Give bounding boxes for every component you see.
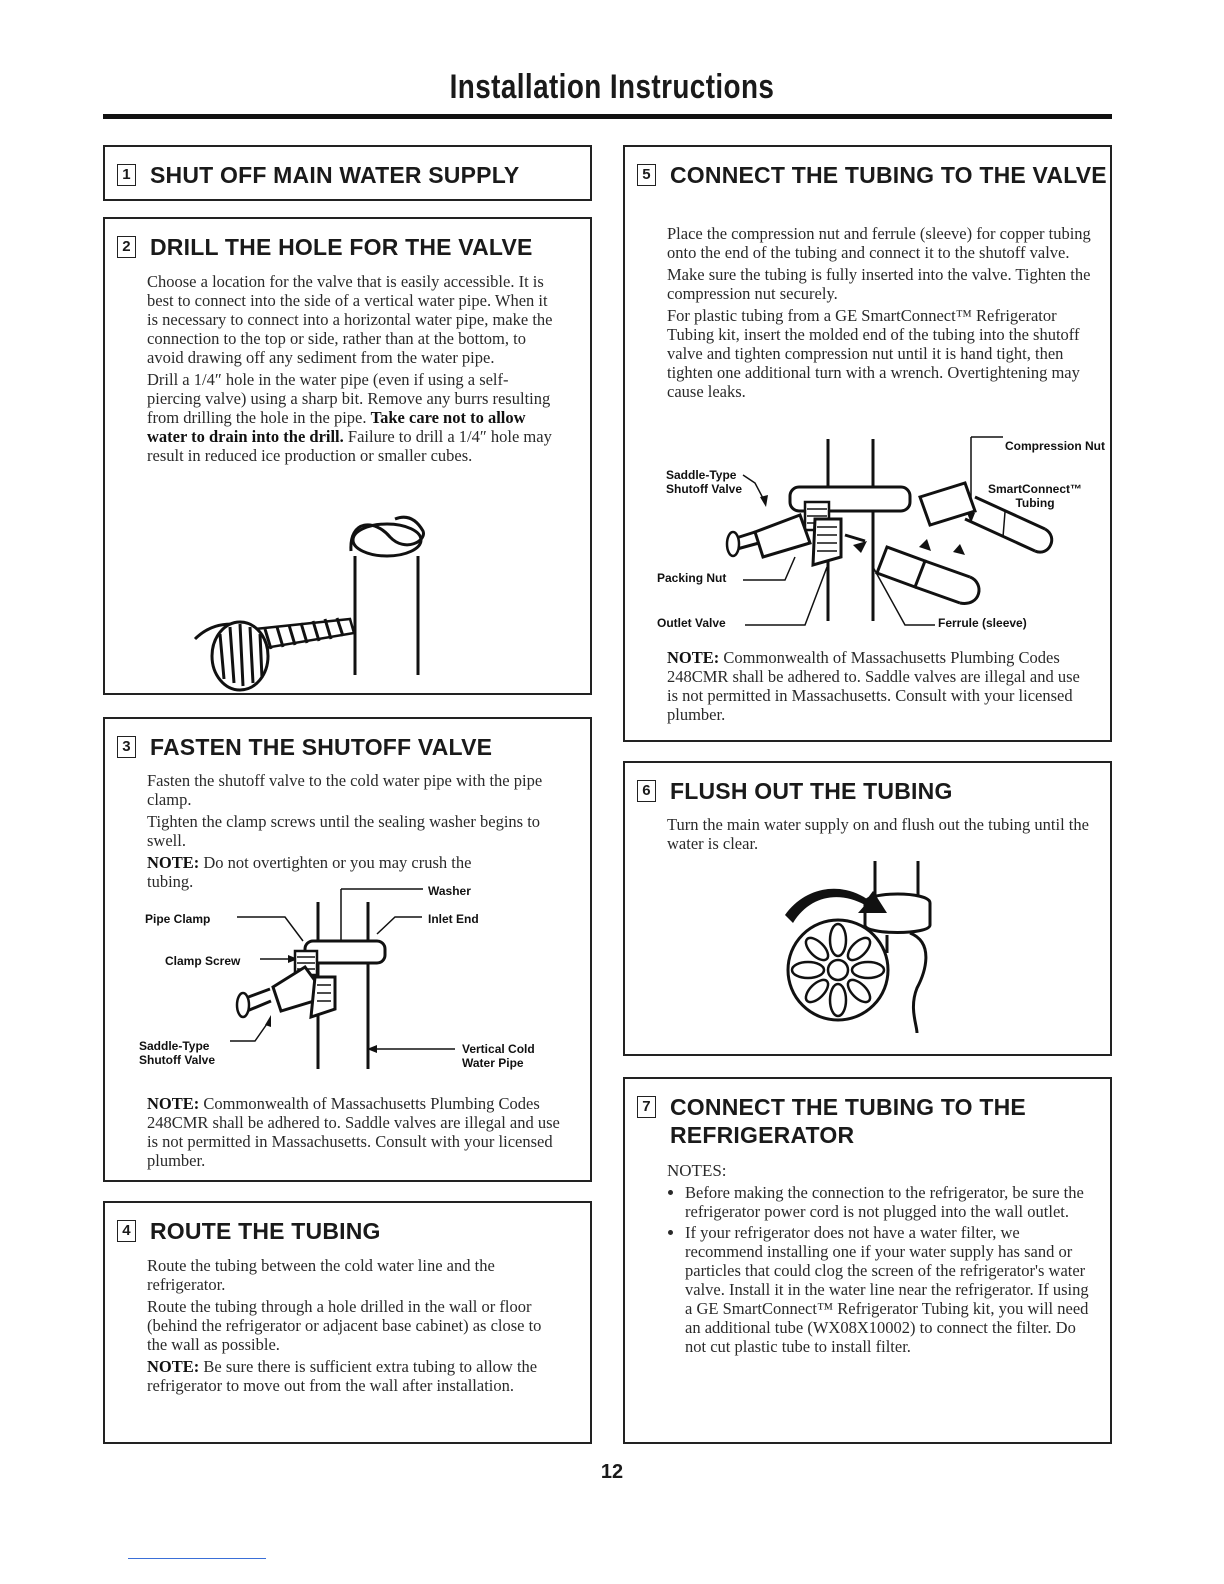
step-4-paragraph-2: Route the tubing through a hole drilled in the wall or floor (behind the refrigerator or adjacent base cabinet) as close to the wall as possible. — [147, 1297, 542, 1354]
step-1-number: 1 — [117, 164, 136, 186]
step-3-paragraph-1: Fasten the shutoff valve to the cold water pipe with the pipe clamp. — [147, 771, 543, 809]
step-3-title: FASTEN THE SHUTOFF VALVE — [150, 734, 493, 760]
step-5-paragraph-3: For plastic tubing from a GE SmartConnect™ Refrigerator Tubing kit, insert the molded end of the tubing into the shutoff valve and tighten compression nut until it is hand tight, then tighten one additional turn with a wrench. Overtightening may cause leaks. — [667, 306, 1080, 401]
label-inlet-end: Inlet End — [428, 912, 479, 926]
label-saddle-type-valve: Saddle-Type Shutoff Valve — [139, 1039, 216, 1067]
step-7-title: CONNECT THE TUBING TO THE REFRIGERATOR — [670, 1094, 1026, 1148]
step-1-heading — [117, 161, 519, 189]
step-6-number: 6 — [637, 780, 656, 802]
page-number: 12 — [600, 1461, 624, 1483]
step-2-paragraph-2: Drill a 1/4″ hole in the water pipe (even if using a self-piercing valve) using a sharp bit. Remove any burrs resulting from drilling the hole in the pipe. Take care not to allow water to drain into the drill. Failure to drill a 1/4″ hole may result in reduced ice production or smaller cubes. — [147, 370, 552, 465]
step-7-box — [623, 1077, 1112, 1444]
title-rule — [103, 114, 1112, 119]
step-6-box — [623, 761, 1112, 1056]
label-outlet-valve: Outlet Valve — [657, 616, 726, 630]
step-2-title: DRILL THE HOLE FOR THE VALVE — [150, 234, 533, 260]
step-4-number: 4 — [117, 1220, 136, 1242]
step-7-note-2: • If your refrigerator does not have a water filter, we recommend installing one if your water supply has sand or particles that could clog the screen of the refrigerator's water valve. Install it in the water line near the refrigerator. If using a GE SmartConnect™ Refrigerator Tubing kit, you will need an additional tube (WX08X10002) to connect the filter. Do not cut plastic tube to install filter. — [685, 1223, 1092, 1356]
step-5-box — [623, 145, 1112, 742]
label-saddle-type-shutoff-valve: Saddle-Type Shutoff Valve — [666, 468, 743, 496]
step-7-text — [667, 1161, 1092, 1358]
step-4-paragraph-1: Route the tubing between the cold water line and the refrigerator. — [147, 1256, 495, 1294]
step-2-paragraph-1: Choose a location for the valve that is easily accessible. It is best to connect into the side of a vertical water pipe. When it is necessary to connect into a horizontal water pipe, make the connection to the top or side, rather than at the bottom, to avoid drawing off any sediment from the water pipe. — [147, 272, 553, 367]
flush-valve-illustration — [625, 763, 1110, 1053]
step-5-paragraph-2: Make sure the tubing is fully inserted into the valve. Tighten the compression nut securely. — [667, 265, 1091, 303]
step-4-title: ROUTE THE TUBING — [150, 1218, 381, 1244]
step-2-box — [103, 217, 592, 695]
step-4-heading — [117, 1217, 381, 1245]
step-4-box — [103, 1201, 592, 1444]
step-1-box — [103, 145, 592, 201]
label-washer: Washer — [428, 884, 471, 898]
step-5-note-massachusetts: NOTE: Commonwealth of Massachusetts Plumbing Codes 248CMR shall be adhered to. Saddle valves are illegal and use is not permitted in Massachusetts. Consult with your licensed plumber. — [667, 648, 1080, 724]
step-5-title: CONNECT THE TUBING TO THE VALVE — [670, 162, 1107, 188]
page-title: Installation Instructions — [449, 68, 775, 106]
step-7-notes-list — [667, 1183, 1092, 1356]
step-4-note: NOTE: Be sure there is sufficient extra tubing to allow the refrigerator to move out from the wall after installation. — [147, 1357, 538, 1395]
label-packing-nut: Packing Nut — [657, 571, 727, 585]
label-ferrule: Ferrule (sleeve) — [938, 616, 1027, 630]
step-3-number: 3 — [117, 736, 136, 758]
step-5-number: 5 — [637, 164, 656, 186]
step-6-paragraph-1: Turn the main water supply on and flush out the tubing until the water is clear. — [667, 815, 1089, 853]
step-2-warning: Take care not to allow water to drain into the drill. — [147, 408, 526, 446]
bottom-link-rule — [128, 1558, 266, 1559]
step-3-note: NOTE: Do not overtighten or you may crush the tubing. — [147, 853, 472, 891]
step-3-note-massachusetts: NOTE: Commonwealth of Massachusetts Plumbing Codes 248CMR shall be adhered to. Saddle valves are illegal and use is not permitted in Massachusetts. Consult with your licensed plumber. — [147, 1094, 560, 1170]
label-vertical-cold-water-pipe: Vertical Cold Water Pipe — [462, 1042, 535, 1070]
label-smartconnect-tubing: SmartConnect™ Tubing — [988, 482, 1083, 510]
step-4-text — [147, 1256, 562, 1398]
label-compression-nut: Compression Nut — [1005, 439, 1106, 453]
label-pipe-clamp: Pipe Clamp — [145, 912, 211, 926]
step-7-heading — [637, 1093, 1026, 1149]
step-5-paragraph-1: Place the compression nut and ferrule (sleeve) for copper tubing onto the end of the tubing and connect it to the shutoff valve. — [667, 224, 1091, 262]
step-3-box — [103, 717, 592, 1182]
step-7-note-1: • Before making the connection to the refrigerator, be sure the refrigerator power cord is not plugged into the wall outlet. — [685, 1183, 1092, 1221]
label-clamp-screw: Clamp Screw — [165, 954, 241, 968]
step-2-number: 2 — [117, 236, 136, 258]
step-7-number: 7 — [637, 1096, 656, 1118]
step-6-title: FLUSH OUT THE TUBING — [670, 778, 953, 804]
step-3-paragraph-2: Tighten the clamp screws until the sealing washer begins to swell. — [147, 812, 541, 850]
drill-pipe-illustration — [105, 219, 590, 693]
step-7-notes-label: NOTES: — [667, 1161, 727, 1180]
step-1-title: SHUT OFF MAIN WATER SUPPLY — [150, 162, 520, 188]
